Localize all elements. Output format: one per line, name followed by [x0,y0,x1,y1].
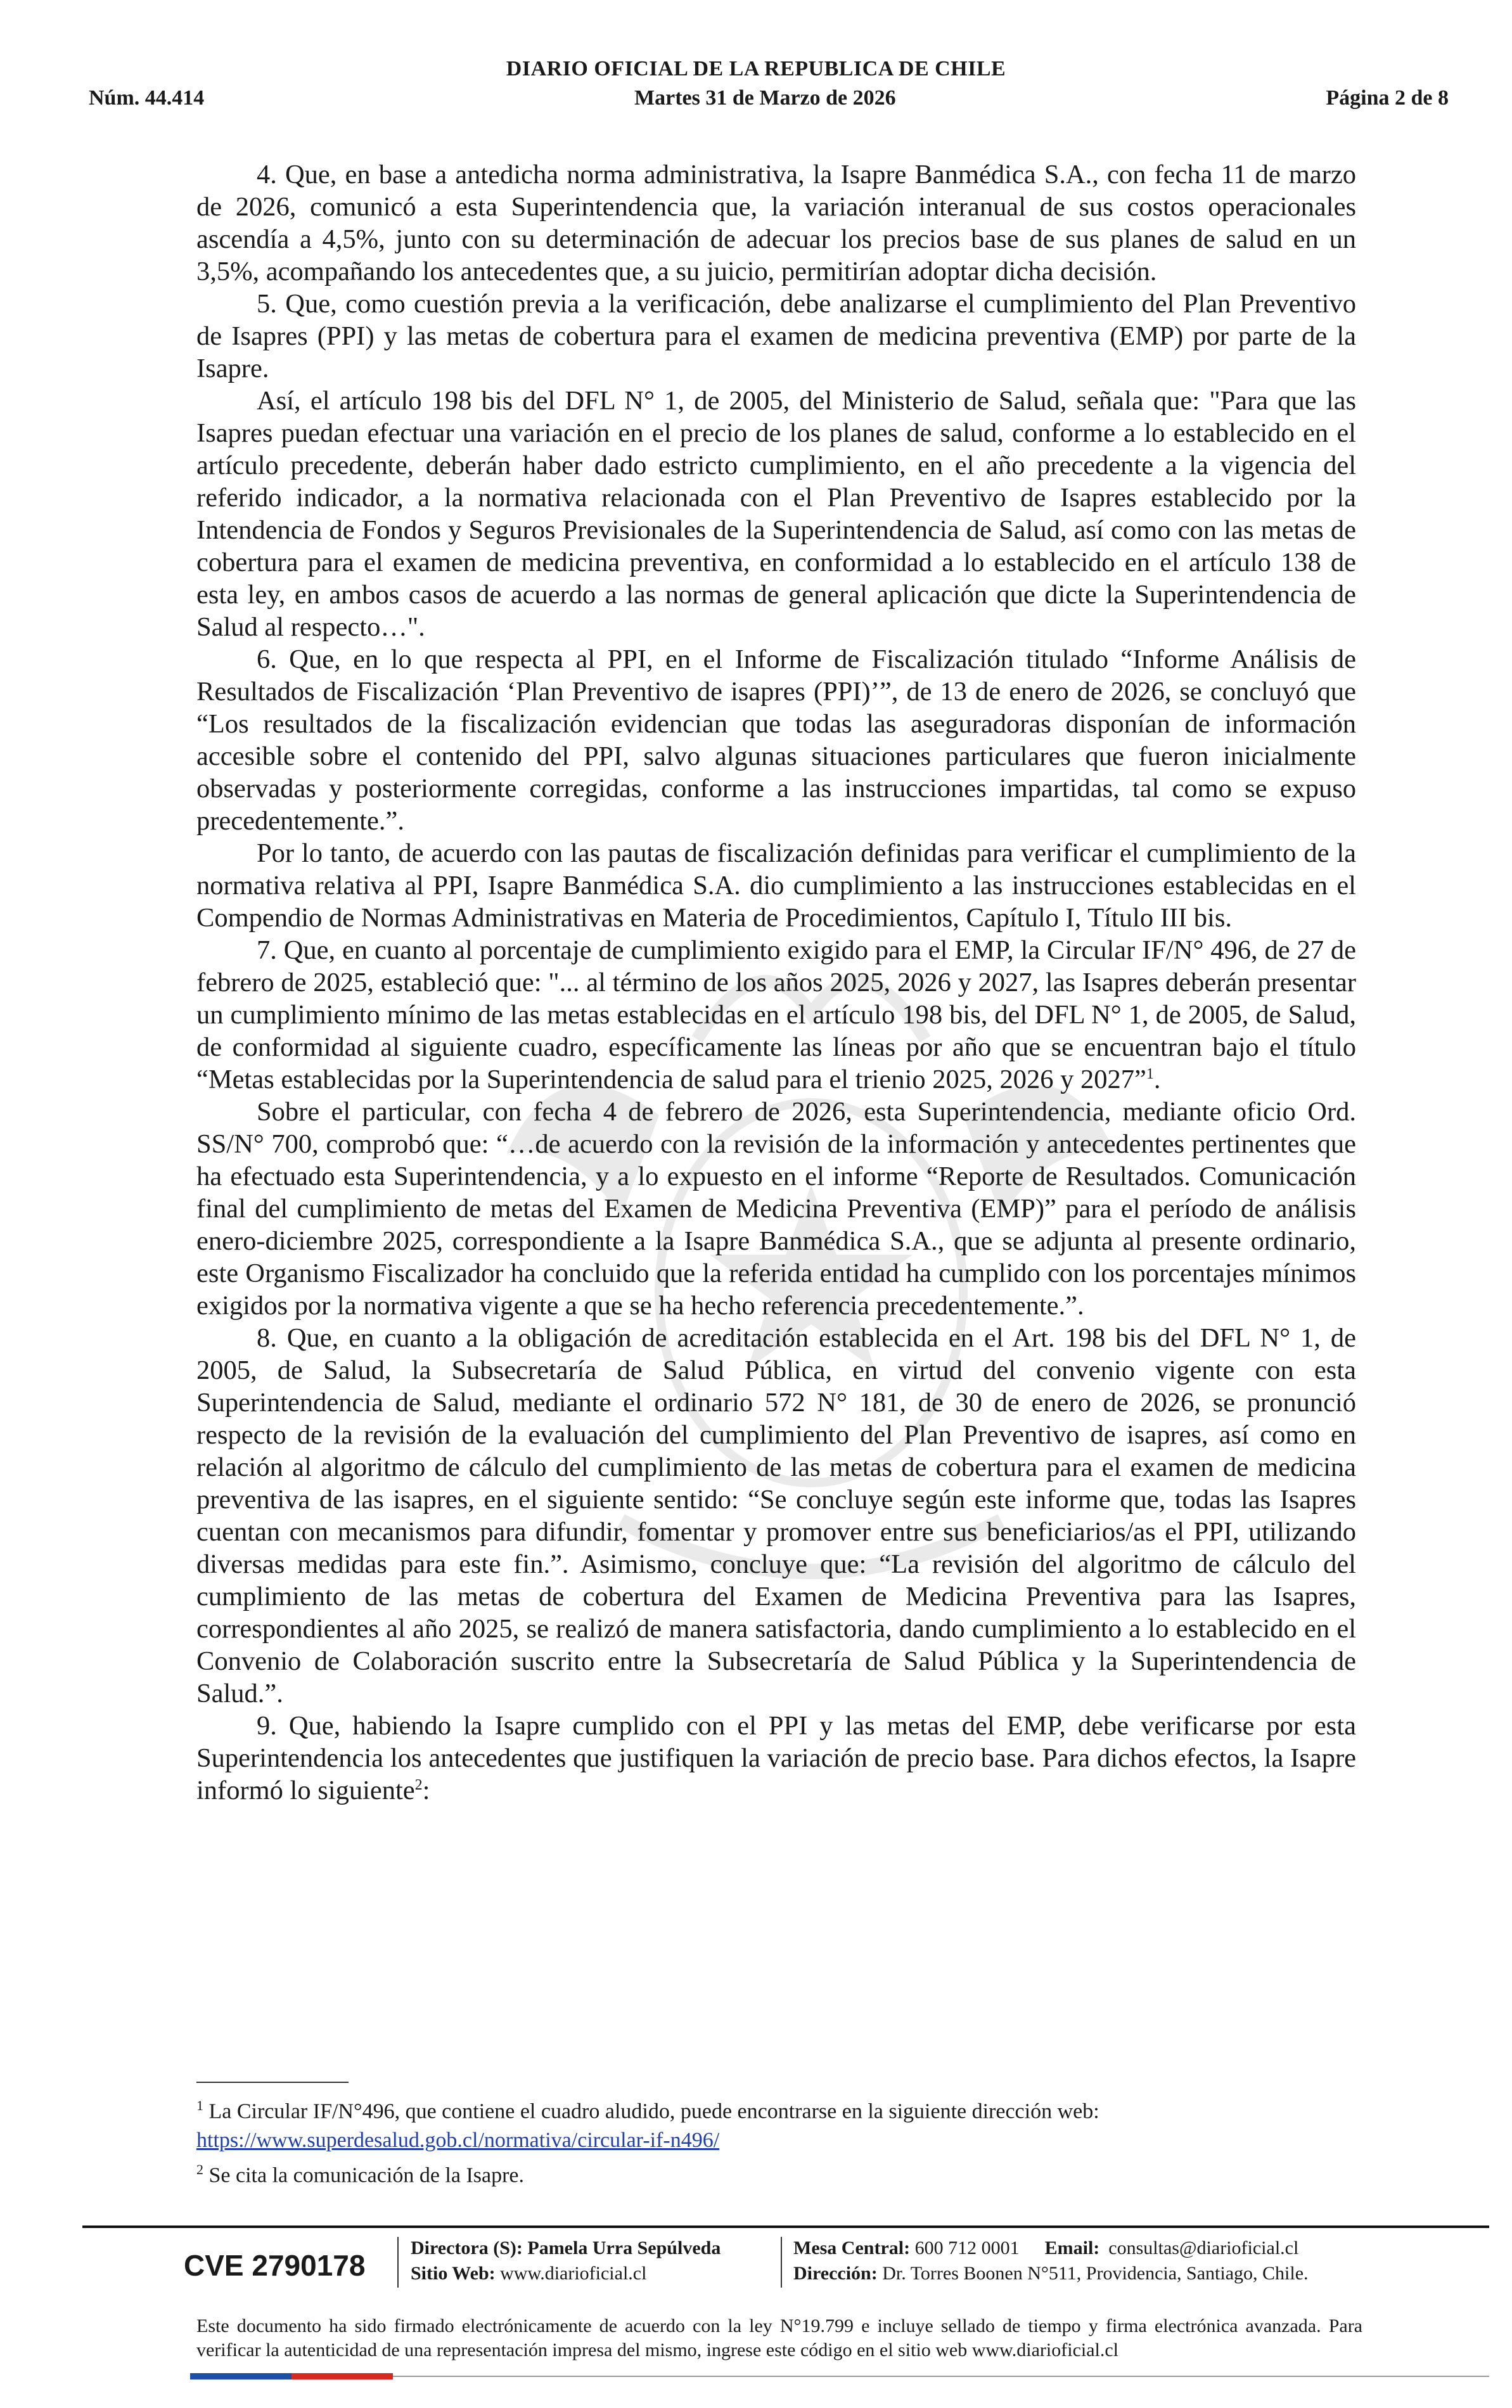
footnotes [196,2091,1356,2191]
footer-contact-info [793,2236,1309,2286]
document-body [196,158,1356,1807]
paragraph-9 [196,1710,1356,1807]
flag-red-segment [292,2373,393,2379]
paragraph-5: 5. Que, como cuestión previa a la verificación, debe analizarse el cumplimiento del Plan Preventivo de Isapres (PPI) y las metas de cobertura para el examen de medicina preventiva (EMP) por parte de la Isapre. [196,289,1356,383]
footnote-1-text: La Circular IF/N°496, que contiene el cuadro aludido, puede encontrarse en la siguiente dirección web: [208,2099,1099,2123]
bottom-rule [393,2376,1489,2377]
footnote-divider [196,2082,349,2083]
gazette-title: DIARIO OFICIAL DE LA REPUBLICA DE CHILE [506,57,1006,80]
circular-link[interactable]: https://www.superdesalud.gob.cl/normativa/circular-if-n496/ [196,2129,720,2153]
phone-label: Mesa Central: [793,2238,911,2258]
footnote-ref-2[interactable]: 2 [414,1776,423,1793]
issue-date: Martes 31 de Marzo de 2026 [634,86,896,110]
paragraph-7-text: 7. Que, en cuanto al porcentaje de cumplimiento exigido para el EMP, la Circular IF/N° 496, de 27 de febrero de 2025, estableció que: "... al término de los años 2025, 2026 y 2027, las Isapres deberán presentar un cumplimiento mínimo de las metas establecidas en el artículo 198 bis, del DFL N° 1, de 2005, de Salud, de conformidad al siguiente cuadro, específicamente las líneas por año que se encuentran bajo el título “Metas establecidas por la Superintendencia de salud para el trienio 2025, 2026 y 2027” [196,935,1356,1094]
signature-notice: Este documento ha sido firmado electrónicamente de acuerdo con la ley N°19.799 e incluye sellado de tiempo y firma electrónica avanzada. Para verificar la autenticidad de una representación impresa del mismo, ingrese este código en el sitio web www.diarioficial.cl [196,2315,1362,2360]
footnote-2-text: Se cita la comunicación de la Isapre. [208,2163,524,2187]
flag-stripe [190,2373,393,2379]
footnote-2 [196,2155,1356,2190]
header-row [89,86,1449,110]
footnote-1 [196,2091,1356,2155]
cve-code: CVE 2790178 [184,2249,366,2282]
address-value: Dr. Torres Boonen N°511, Providencia, Santiago, Chile. [882,2263,1309,2284]
footnote-2-mark: 2 [196,2161,203,2178]
paragraph-emp-result: Sobre el particular, con fecha 4 de febrero de 2026, esta Superintendencia, mediante oficio Ord. SS/N° 700, comprobó que: “…de acuerdo con la revisión de la información y antecedentes pertinentes que ha efectuado esta Superintendencia, y a lo expuesto en el informe “Reporte de Resultados. Comunicación final del cumplimiento de metas del Examen de Medicina Preventiva (EMP)” para el período de análisis enero-diciembre 2025, correspondiente a la Isapre Banmédica S.A., que se adjunta al presente ordinario, este Organismo Fiscalizador ha concluido que la referida entidad ha cumplido con los porcentajes mínimos exigidos por la normativa vigente a que se ha hecho referencia precedentemente.”. [196,1097,1356,1321]
paragraph-ppi-compliance: Por lo tanto, de acuerdo con las pautas de fiscalización definidas para verificar el cumplimiento de la normativa relativa al PPI, Isapre Banmédica S.A. dio cumplimiento a las instrucciones establecidas en el Compendio de Normas Administrativas en Materia de Procedimientos, Capítulo I, Título III bis. [196,838,1356,933]
address-label: Dirección: [793,2263,878,2284]
footer-separator [781,2237,782,2288]
paragraph-7-end: . [1153,1065,1161,1094]
email-label: Email: [1044,2238,1100,2258]
footnote-ref-1[interactable]: 1 [1146,1065,1154,1082]
footer-divider [82,2225,1489,2228]
paragraph-9-end: : [422,1776,430,1805]
footer-separator [397,2237,399,2288]
issue-number: Núm. 44.414 [89,86,205,110]
site-label: Sitio Web: [411,2263,496,2284]
paragraph-4: 4. Que, en base a antedicha norma administrativa, la Isapre Banmédica S.A., con fecha 11 de marzo de 2026, comunicó a esta Superintendencia que, la variación interanual de sus costos operacionales ascendía a 4,5%, junto con su determinación de adecuar los precios base de sus planes de salud en un 3,5%, acompañando los antecedentes que, a su juicio, permitirían adoptar dicha decisión. [196,160,1356,286]
paragraph-9-text: 9. Que, habiendo la Isapre cumplido con el PPI y las metas del EMP, debe verificarse por esta Superintendencia los antecedentes que justifiquen la variación de precio base. Para dichos efectos, la Isapre informó lo siguiente [196,1711,1356,1805]
paragraph-article-198: Así, el artículo 198 bis del DFL N° 1, de 2005, del Ministerio de Salud, señala que: "Para que las Isapres puedan efectuar una variación en el precio de los planes de salud, conforme a lo establecido en el artículo precedente, deberán haber dado estricto cumplimiento, en el año precedente a la vigencia del referido indicador, a la normativa relacionada con el Plan Preventivo de Isapres establecido por la Intendencia de Fondos y Seguros Previsionales de la Superintendencia de Salud, así como con las metas de cobertura para el examen de medicina preventiva, en conformidad a lo establecido en el artículo 138 de esta ley, en ambos casos de acuerdo a las normas de general aplicación que dicte la Superintendencia de Salud al respecto…". [196,386,1356,642]
footnote-1-mark: 1 [196,2097,203,2113]
paragraph-6: 6. Que, en lo que respecta al PPI, en el Informe de Fiscalización titulado “Informe Análisis de Resultados de Fiscalización ‘Plan Preventivo de isapres (PPI)’”, de 13 de enero de 2026, se concluyó que “Los resultados de la fiscalización evidencian que todas las aseguradoras disponían de información accesible sobre el contenido del PPI, salvo algunas situaciones particulares que fueron inicialmente observadas y posteriormente corregidas, conforme a las instrucciones impartidas, tal como se expuso precedentemente.”. [196,644,1356,836]
phone-value: 600 712 0001 [914,2238,1020,2258]
page-indicator: Página 2 de 8 [1326,86,1449,110]
paragraph-7 [196,934,1356,1096]
paragraph-8: 8. Que, en cuanto a la obligación de acreditación establecida en el Art. 198 bis del DFL N° 1, de 2005, de Salud, la Subsecretaría de Salud Pública, en virtud del convenio vigente con esta Superintendencia de Salud, mediante el ordinario 572 N° 181, de 30 de enero de 2026, se pronunció respecto de la revisión de la evaluación del cumplimiento del Plan Preventivo de isapres, así como en relación al algoritmo de cálculo del cumplimiento de las metas de cobertura para el examen de medicina preventiva de las isapres, en el siguiente sentido: “Se concluye según este informe que, todas las Isapres cuentan con mecanismos para difundir, fomentar y promover entre sus beneficiarios/as el PPI, utilizando diversas medidas para este fin.”. Asimismo, concluye que: “La revisión del algoritmo de cálculo del cumplimiento de las metas de cobertura del Examen de Medicina Preventiva para las Isapres, correspondientes al año 2025, se realizó de manera satisfactoria, dando cumplimiento a lo establecido en el Convenio de Colaboración suscrito entre la Subsecretaría de Salud Pública y la Superintendencia de Salud.”. [196,1323,1356,1708]
flag-blue-segment [190,2373,292,2379]
email-link[interactable]: consultas@diarioficial.cl [1108,2238,1299,2258]
footer-editor-info [411,2236,721,2286]
director-label: Directora (S): Pamela Urra Sepúlveda [411,2238,721,2258]
site-link[interactable]: www.diarioficial.cl [500,2263,647,2284]
